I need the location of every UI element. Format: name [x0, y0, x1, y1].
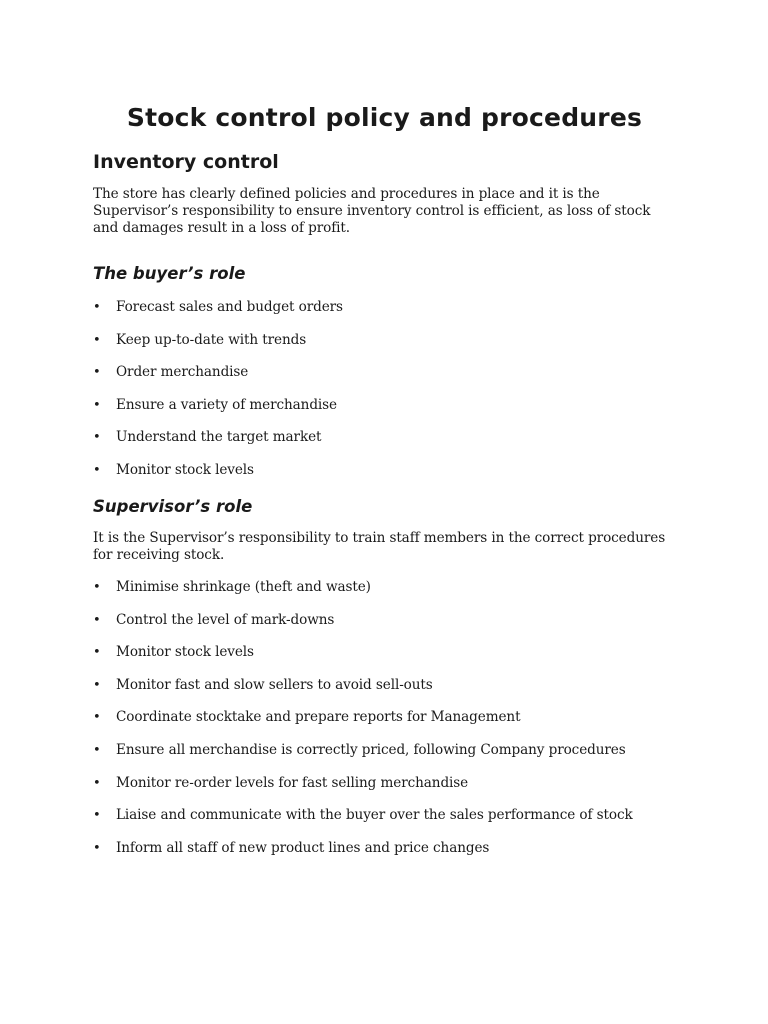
list-item — [93, 579, 676, 596]
list-item — [93, 677, 676, 694]
bullet-icon: • — [93, 462, 101, 478]
subheading-buyers-role: The buyer’s role — [93, 264, 246, 283]
list-item — [93, 364, 676, 381]
list-item — [93, 397, 676, 414]
list-item-text: Monitor fast and slow sellers to avoid sell-outs — [116, 676, 433, 693]
list-item-text: Inform all staff of new product lines and price changes — [116, 839, 490, 856]
bullet-icon: • — [93, 677, 101, 693]
list-item — [93, 332, 676, 349]
bullet-icon: • — [93, 300, 101, 315]
bullet-icon: • — [93, 710, 101, 726]
bullet-icon: • — [93, 840, 101, 856]
bullet-icon: • — [93, 808, 101, 824]
list-item-text: Ensure all merchandise is correctly priced, following Company procedures — [116, 741, 626, 758]
bullet-icon: • — [93, 332, 101, 348]
bullet-icon: • — [93, 397, 101, 413]
document-title: Stock control policy and procedures — [126, 103, 643, 132]
list-item — [93, 429, 676, 446]
list-item-text: Monitor re-order levels for fast selling merchandise — [116, 774, 469, 791]
buyer-role-list — [93, 299, 676, 479]
bullet-icon: • — [93, 742, 101, 758]
bullet-icon: • — [93, 612, 101, 628]
list-item — [93, 840, 676, 857]
list-item-text: Coordinate stocktake and prepare reports for Management — [116, 709, 521, 726]
section-heading-inventory-control: Inventory control — [93, 151, 279, 173]
subheading-supervisors-role: Supervisor’s role — [93, 496, 253, 516]
intro-paragraph: The store has clearly defined policies and procedures in place and it is the Supervisor’s responsibility to ensure inventory control is efficient, as loss of stock and damages result in a loss of profit. — [93, 186, 651, 236]
list-item-text: Understand the target market — [116, 429, 322, 446]
bullet-icon: • — [93, 775, 101, 791]
list-item-text: Monitor stock levels — [116, 461, 254, 478]
bullet-icon: • — [93, 645, 101, 661]
list-item — [93, 299, 676, 316]
list-item-text: Order merchandise — [116, 364, 249, 381]
supervisor-intro-paragraph: It is the Supervisor’s responsibility to train staff members in the correct procedures for receiving stock. — [93, 529, 666, 563]
bullet-icon: • — [93, 365, 101, 381]
list-item-text: Ensure a variety of merchandise — [116, 396, 338, 413]
supervisor-role-list — [93, 579, 676, 857]
list-item-text: Control the level of mark-downs — [116, 611, 335, 628]
list-item-text: Minimise shrinkage (theft and waste) — [116, 578, 371, 595]
list-item — [93, 709, 676, 726]
list-item — [93, 462, 676, 479]
list-item — [93, 612, 676, 629]
list-item-text: Forecast sales and budget orders — [116, 299, 343, 315]
list-item — [93, 775, 676, 792]
list-item-text: Keep up-to-date with trends — [116, 331, 307, 348]
bullet-icon: • — [93, 430, 101, 446]
bullet-icon: • — [93, 579, 101, 595]
list-item — [93, 742, 676, 759]
list-item-text: Liaise and communicate with the buyer over the sales performance of stock — [116, 807, 633, 824]
list-item-text: Monitor stock levels — [116, 644, 254, 661]
list-item — [93, 807, 676, 824]
list-item — [93, 644, 676, 661]
